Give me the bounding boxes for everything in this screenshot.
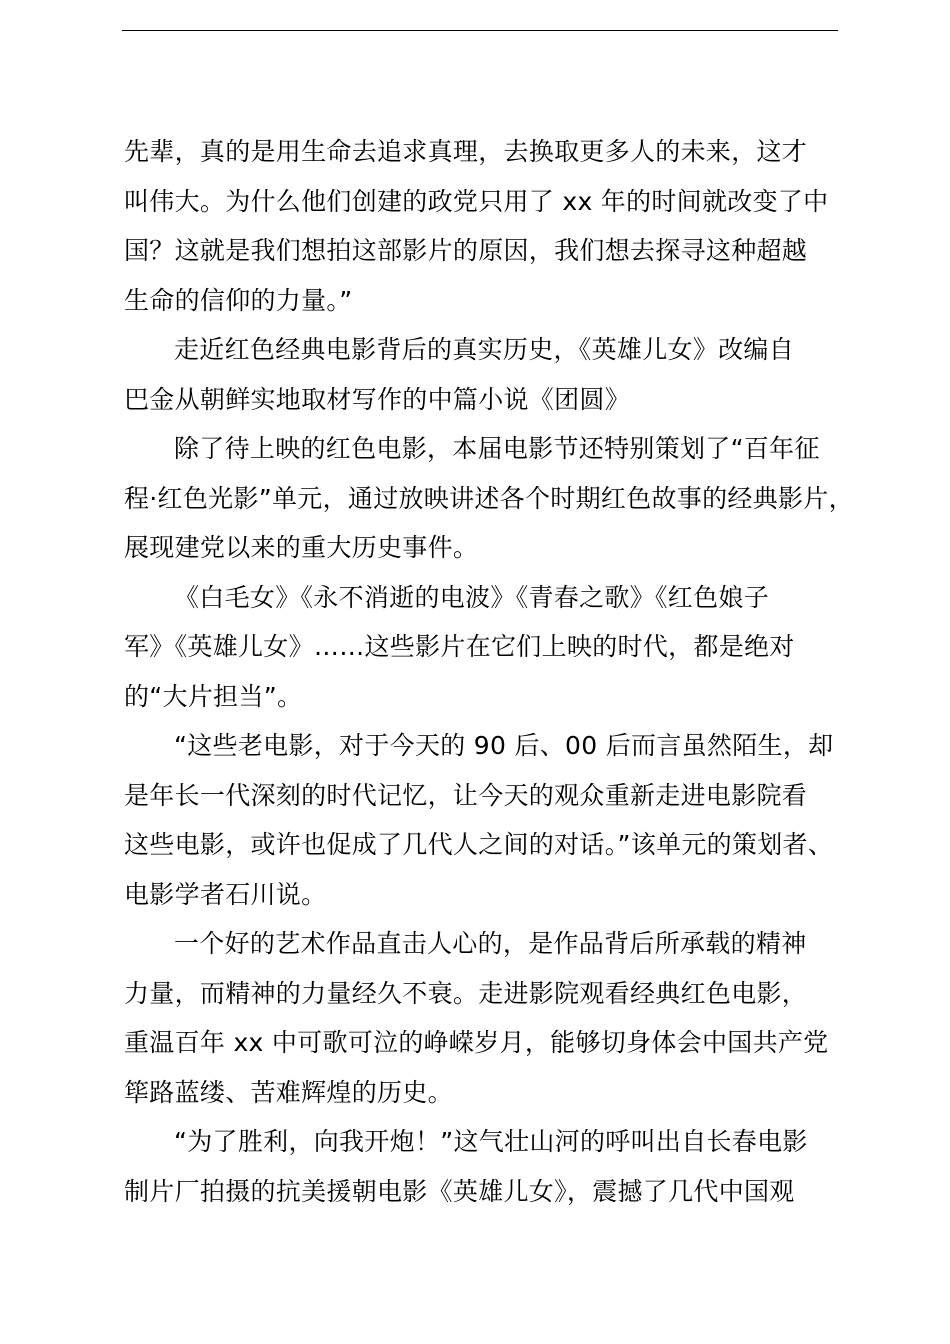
text-line: 力量，而精神的力量经久不衰。走进影院观看经典红色电影， <box>124 978 808 1008</box>
text-line: 国？这就是我们想拍这部影片的原因，我们想去探寻这种超越 <box>124 236 808 265</box>
text-line: 筚路蓝缕、苦难辉煌的历史。 <box>124 1077 453 1107</box>
text-line: 电影学者石川说。 <box>124 879 327 909</box>
text-line: 先辈，真的是用生命去追求真理，去换取更多人的未来，这才 <box>124 137 808 166</box>
text-line: 巴金从朝鲜实地取材写作的中篇小说《团圆》 <box>124 384 631 414</box>
paragraph-first-line: 《白毛女》《永不消逝的电波》《青春之歌》《红色娘子 <box>174 582 770 612</box>
text-line: 叫伟大。为什么他们创建的政党只用了 xx 年的时间就改变了中 <box>124 186 829 216</box>
paragraph-first-line: “这些老电影，对于今天的 90 后、00 后而言虽然陌生，却 <box>174 731 834 760</box>
document-body <box>124 127 864 1216</box>
paragraph-first-line: “为了胜利，向我开炮！”这气壮山河的呼叫出自长春电影 <box>174 1127 808 1156</box>
text-line: 程·红色光影”单元，通过放映讲述各个时期红色故事的经典影片， <box>124 483 854 513</box>
text-line: 展现建党以来的重大历史事件。 <box>124 533 479 562</box>
paragraph-first-line: 一个好的艺术作品直击人心的，是作品背后所承载的精神 <box>174 929 807 958</box>
paragraph-first-line: 走近红色经典电影背后的真实历史，《英雄儿女》改编自 <box>174 335 795 364</box>
header-rule <box>122 30 838 31</box>
text-line: 生命的信仰的力量。” <box>124 285 353 315</box>
text-line: 军》《英雄儿女》……这些影片在它们上映的时代，都是绝对 <box>124 632 795 661</box>
paragraph-first-line: 除了待上映的红色电影，本届电影节还特别策划了“百年征 <box>174 434 820 463</box>
text-line: 的“大片担当”。 <box>124 681 303 711</box>
text-line: 是年长一代深刻的时代记忆，让今天的观众重新走进电影院看 <box>124 780 808 810</box>
text-line: 这些电影，或许也促成了几代人之间的对话。”该单元的策划者、 <box>124 830 834 859</box>
text-line: 制片厂拍摄的抗美援朝电影《英雄儿女》，震撼了几代中国观 <box>124 1176 795 1206</box>
text-line: 重温百年 xx 中可歌可泣的峥嵘岁月，能够切身体会中国共产党 <box>124 1028 829 1057</box>
